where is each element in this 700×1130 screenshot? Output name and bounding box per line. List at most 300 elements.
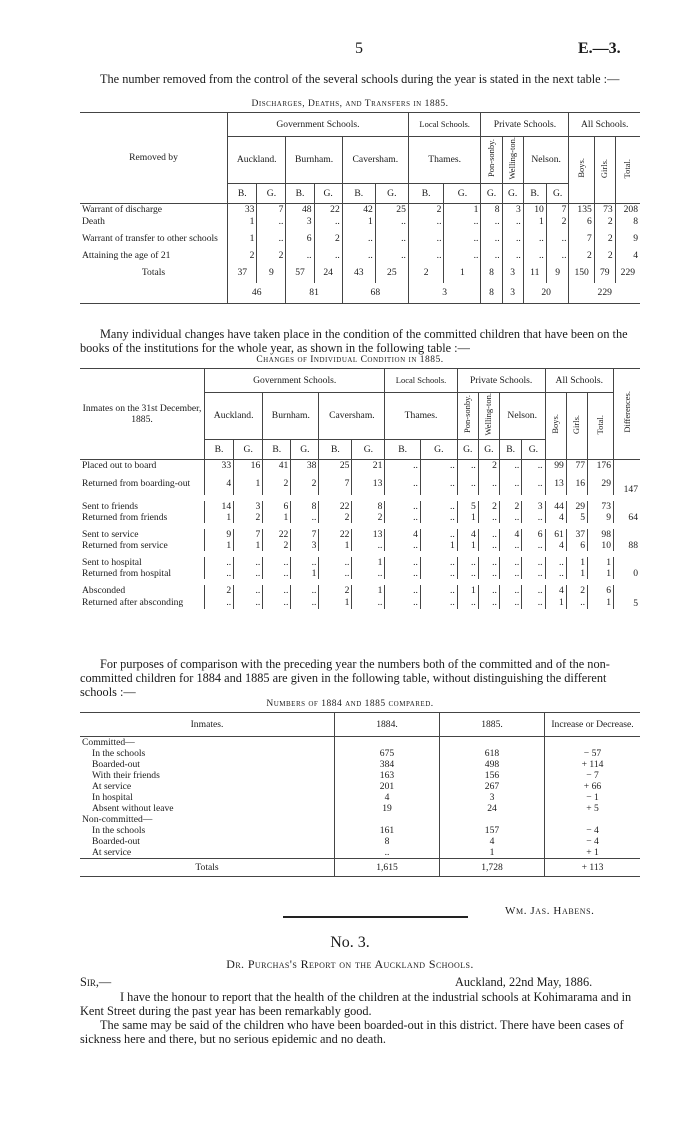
table1-head-boys: Boys. xyxy=(576,158,587,179)
table-cell: .. xyxy=(444,249,481,261)
table-cell: .. xyxy=(478,554,499,568)
value-1885 xyxy=(440,814,545,825)
table1-combined-auckland: 46 xyxy=(228,283,286,303)
table-cell: .. xyxy=(502,227,523,249)
row-label: Sent to friends xyxy=(80,498,205,512)
table-cell: 6 xyxy=(569,215,594,227)
table-row xyxy=(80,748,640,759)
table3-totals-1884: 1,615 xyxy=(335,859,440,877)
table-cell: .. xyxy=(420,526,457,540)
table1-group-all: All Schools. xyxy=(569,113,640,137)
table-cell: 6 xyxy=(566,540,587,554)
table1-total-cell: 3 xyxy=(502,261,523,283)
row-label: Attaining the age of 21 xyxy=(80,249,228,261)
table1-sub: B. xyxy=(523,183,546,203)
table1-sub: B. xyxy=(408,183,444,203)
table1-sub: G. xyxy=(375,183,408,203)
table-cell: .. xyxy=(385,540,421,554)
table2-sub: G. xyxy=(352,439,385,459)
table1-total-cell: 8 xyxy=(481,261,502,283)
value-change: − 57 xyxy=(583,748,602,759)
table-cell: .. xyxy=(205,596,234,609)
table-cell: 61 xyxy=(545,526,566,540)
table2-sub: B. xyxy=(263,439,291,459)
table2-school-wellington: Welling-ton. xyxy=(483,393,494,436)
value-1884: 19 xyxy=(335,803,440,814)
table-row xyxy=(80,512,640,526)
table-cell: .. xyxy=(257,215,286,227)
table-cell: .. xyxy=(352,540,385,554)
table1-school-burnham: Burnham. xyxy=(286,137,342,184)
table-cell: 22 xyxy=(314,203,342,215)
value-1884 xyxy=(335,737,440,749)
table3-head-1884: 1884. xyxy=(335,713,440,737)
table-cell: .. xyxy=(523,249,546,261)
row-label: Warrant of discharge xyxy=(80,203,228,215)
table-cell: 42 xyxy=(342,203,375,215)
table-cell: .. xyxy=(481,227,502,249)
row-label: Absconded xyxy=(80,582,205,596)
table-cell: 1 xyxy=(523,215,546,227)
table-cell: 2 xyxy=(314,227,342,249)
table-cell: 4 xyxy=(205,472,234,498)
table-cell: 3 xyxy=(286,215,314,227)
table-cell: .. xyxy=(522,568,545,582)
table-cell: 1 xyxy=(444,203,481,215)
table-cell: .. xyxy=(420,512,457,526)
table-cell: .. xyxy=(481,249,502,261)
value-change: + 1 xyxy=(586,847,599,858)
table-cell: .. xyxy=(522,512,545,526)
table2-school-thames: Thames. xyxy=(385,393,457,440)
table1-total-cell: 11 xyxy=(523,261,546,283)
table-cell: .. xyxy=(385,498,421,512)
table-cell: .. xyxy=(342,227,375,249)
table-cell: 8 xyxy=(633,215,638,227)
table1-school-thames: Thames. xyxy=(408,137,481,184)
table-cell: .. xyxy=(408,215,444,227)
table-cell: 25 xyxy=(319,459,352,472)
table-cell: 1 xyxy=(319,596,352,609)
table-cell: 3 xyxy=(522,498,545,512)
table2-head-differences: Differences. xyxy=(621,391,632,434)
row-label: Placed out to board xyxy=(80,459,205,472)
table-cell: .. xyxy=(457,596,478,609)
table1-combined-wellington: 3 xyxy=(502,283,523,303)
table2-sub: G. xyxy=(420,439,457,459)
comparison-table xyxy=(80,712,640,877)
table-cell: 1 xyxy=(205,540,234,554)
table-cell: 2 xyxy=(408,203,444,215)
row-label: In the schools xyxy=(80,825,335,836)
table1-school-auckland: Auckland. xyxy=(228,137,286,184)
table-cell: .. xyxy=(385,459,421,472)
value-change xyxy=(545,814,641,825)
section-divider xyxy=(283,916,468,918)
table-cell: 29 xyxy=(588,472,614,498)
difference-spacer xyxy=(614,554,641,568)
table2-school-caversham: Caversham. xyxy=(319,393,385,440)
table-cell: 73 xyxy=(594,203,615,215)
table2-sub: B. xyxy=(385,439,421,459)
table1-total-cell: 1 xyxy=(444,261,481,283)
table-cell: .. xyxy=(205,568,234,582)
table2-row-header: Inmates on the 31st December, 1885. xyxy=(80,369,205,460)
value-1884: 384 xyxy=(335,759,440,770)
table-cell: .. xyxy=(499,512,521,526)
table-cell: .. xyxy=(499,582,521,596)
table-cell: .. xyxy=(342,249,375,261)
value-1884: 201 xyxy=(335,781,440,792)
table-row xyxy=(80,540,640,554)
table2-group-government: Government Schools. xyxy=(205,369,385,393)
table1-sub: B. xyxy=(286,183,314,203)
intro-paragraph-2: Many individual changes have taken place in the condition of the committed children that have been on the books of the institutions for the whole year, as shown in the following table :— xyxy=(80,327,628,355)
table1-group-local: Local Schools. xyxy=(408,113,481,137)
table-cell: 25 xyxy=(375,203,408,215)
table-cell: .. xyxy=(522,540,545,554)
table-cell: 77 xyxy=(566,459,587,472)
table-row xyxy=(80,792,640,803)
table-cell: 99 xyxy=(545,459,566,472)
place-date: Auckland, 22nd May, 1886. xyxy=(455,975,593,989)
table-cell: 1 xyxy=(588,596,614,609)
table3-totals-label: Totals xyxy=(80,859,335,877)
table-cell: .. xyxy=(352,568,385,582)
table-cell: 14 xyxy=(205,498,234,512)
table-cell: 10 xyxy=(523,203,546,215)
table-cell: 37 xyxy=(566,526,587,540)
table-cell: 4 xyxy=(545,582,566,596)
table1-sub: B. xyxy=(228,183,257,203)
table-cell: 29 xyxy=(566,498,587,512)
table-cell: .. xyxy=(263,568,291,582)
table-cell: .. xyxy=(499,596,521,609)
table1-total-cell: 43 xyxy=(342,261,375,283)
table2-sub: G. xyxy=(522,439,545,459)
table-row xyxy=(80,836,640,847)
table-cell: .. xyxy=(314,249,342,261)
table-cell: 1 xyxy=(352,554,385,568)
table-cell: .. xyxy=(234,596,263,609)
intro-paragraph-3: For purposes of comparison with the preceding year the numbers both of the committed and of the non-committed children for 1884 and 1885 are given in the following table, without distinguishing the different schools :— xyxy=(80,657,610,699)
row-label: Sent to hospital xyxy=(80,554,205,568)
table1-group-government: Government Schools. xyxy=(228,113,409,137)
table-cell: .. xyxy=(457,568,478,582)
table-row xyxy=(80,759,640,770)
table-cell: 7 xyxy=(257,203,286,215)
value-1884: 675 xyxy=(335,748,440,759)
table-cell: .. xyxy=(257,227,286,249)
table-cell: .. xyxy=(234,568,263,582)
table-cell: .. xyxy=(420,596,457,609)
row-label: Absent without leave xyxy=(80,803,335,814)
row-label: Returned from service xyxy=(80,540,205,554)
table-cell: .. xyxy=(545,554,566,568)
row-label: In hospital xyxy=(80,792,335,803)
table-cell: 13 xyxy=(545,472,566,498)
table-cell: 208 xyxy=(623,203,638,215)
table-cell: 13 xyxy=(352,526,385,540)
table2-sub: B. xyxy=(319,439,352,459)
row-label: Returned from boarding-out xyxy=(80,472,205,498)
table-cell: 2 xyxy=(263,540,291,554)
table-cell: 2 xyxy=(566,582,587,596)
table1-total-cell: 25 xyxy=(375,261,408,283)
table-cell: 2 xyxy=(594,215,615,227)
row-label: Returned from hospital xyxy=(80,568,205,582)
table-cell: 2 xyxy=(205,582,234,596)
value-1885: 267 xyxy=(440,781,545,792)
table-cell: .. xyxy=(385,512,421,526)
table-row xyxy=(80,249,640,261)
table2-school-ponsonby: Pon-sonby. xyxy=(462,395,473,434)
table-cell: .. xyxy=(263,554,291,568)
table-row xyxy=(80,781,640,792)
table-cell: 2 xyxy=(291,472,319,498)
table1-sub: G. xyxy=(257,183,286,203)
table-cell: .. xyxy=(291,582,319,596)
table-cell: 4 xyxy=(499,526,521,540)
table-cell: 9 xyxy=(633,232,638,244)
table-row xyxy=(80,203,640,215)
table-cell: 1 xyxy=(566,554,587,568)
table-row xyxy=(80,770,640,781)
value-1885: 4 xyxy=(440,836,545,847)
row-label: In the schools xyxy=(80,748,335,759)
discharges-table xyxy=(80,112,640,304)
table-cell: 13 xyxy=(352,472,385,498)
table-cell: 1 xyxy=(566,568,587,582)
table-cell: 2 xyxy=(499,498,521,512)
table-row xyxy=(80,737,640,749)
table-cell: 1 xyxy=(263,512,291,526)
table1-combined-thames: 3 xyxy=(408,283,481,303)
table-cell: .. xyxy=(234,582,263,596)
table-cell: .. xyxy=(291,512,319,526)
report-paragraph-2: The same may be said of the children who have been boarded-out in this district. There have been cases of sickness here and there, but no serious epidemic and no death. xyxy=(80,1018,624,1046)
table2-sub: B. xyxy=(205,439,234,459)
salutation: Sir,— xyxy=(80,975,112,989)
row-label: At service xyxy=(80,781,335,792)
table-cell: 7 xyxy=(291,526,319,540)
table-cell: 98 xyxy=(588,526,614,540)
table-cell: 2 xyxy=(594,249,615,261)
table-cell: .. xyxy=(499,472,521,498)
table-cell: 7 xyxy=(569,227,594,249)
value-1885: 3 xyxy=(440,792,545,803)
table-cell: .. xyxy=(375,227,408,249)
value-change: + 114 xyxy=(581,759,604,770)
table-cell: .. xyxy=(205,554,234,568)
table-cell: .. xyxy=(234,554,263,568)
table-cell: .. xyxy=(420,568,457,582)
value-change: − 4 xyxy=(586,825,599,836)
value-change: − 1 xyxy=(586,792,599,803)
table-row xyxy=(80,498,640,512)
difference-value: 0 xyxy=(633,568,638,580)
table-cell: .. xyxy=(502,249,523,261)
table-cell: .. xyxy=(457,459,478,472)
table-cell: 1 xyxy=(228,215,257,227)
table-cell: 22 xyxy=(319,498,352,512)
difference-value: 88 xyxy=(628,540,638,552)
value-1885: 498 xyxy=(440,759,545,770)
table1-sub: G. xyxy=(546,183,569,203)
value-1884: 161 xyxy=(335,825,440,836)
table-cell: .. xyxy=(385,596,421,609)
table-cell: 16 xyxy=(234,459,263,472)
table-cell: .. xyxy=(522,472,545,498)
table1-combined-nelson: 20 xyxy=(523,283,569,303)
value-change xyxy=(545,737,641,749)
table2-group-all: All Schools. xyxy=(545,369,613,393)
difference-value: 5 xyxy=(633,598,638,610)
table3-head-change: Increase or Decrease. xyxy=(545,713,641,737)
table-cell: .. xyxy=(408,249,444,261)
table1-sub: G. xyxy=(314,183,342,203)
signature: Wm. Jas. Habens. xyxy=(505,905,595,917)
table3-head-1885: 1885. xyxy=(440,713,545,737)
table-cell: 2 xyxy=(257,249,286,261)
difference-spacer xyxy=(614,526,641,540)
table-cell: .. xyxy=(499,554,521,568)
report-paragraph-1: I have the honour to report that the health of the children at the industrial schools at Kohimarama and in Kent Street during the past year has been remarkably good. xyxy=(80,990,632,1018)
table-cell: .. xyxy=(319,554,352,568)
table-cell: .. xyxy=(502,215,523,227)
value-1884: .. xyxy=(335,847,440,859)
table-cell: .. xyxy=(545,568,566,582)
document-code: E.—3. xyxy=(578,40,621,57)
table1-group-private: Private Schools. xyxy=(481,113,569,137)
table-cell: .. xyxy=(291,554,319,568)
table-row xyxy=(80,825,640,836)
table2-sub: G. xyxy=(234,439,263,459)
table1-total-cell: 79 xyxy=(594,261,615,283)
table2-school-auckland: Auckland. xyxy=(205,393,263,440)
table1-school-wellington: Welling-ton. xyxy=(507,137,518,180)
table-cell: .. xyxy=(385,582,421,596)
table1-sub: G. xyxy=(481,183,502,203)
table-cell: 3 xyxy=(291,540,319,554)
table-cell: 1 xyxy=(420,540,457,554)
table-cell: 1 xyxy=(342,215,375,227)
table1-sub: G. xyxy=(502,183,523,203)
value-1885: 24 xyxy=(440,803,545,814)
table-cell: 2 xyxy=(352,512,385,526)
table-row xyxy=(80,814,640,825)
table-cell: .. xyxy=(478,596,499,609)
table-cell: .. xyxy=(478,472,499,498)
table-cell: 16 xyxy=(566,472,587,498)
table-cell: .. xyxy=(522,554,545,568)
table-cell: .. xyxy=(408,227,444,249)
difference-value: 64 xyxy=(628,512,638,524)
table-cell: .. xyxy=(444,227,481,249)
table-cell: .. xyxy=(546,249,569,261)
table3-head-inmates: Inmates. xyxy=(80,713,335,737)
table1-head-total: Total. xyxy=(622,158,633,178)
table1-row-header: Removed by xyxy=(80,113,228,204)
table1-combined-all: 229 xyxy=(569,283,640,303)
table-cell: 22 xyxy=(319,526,352,540)
table-cell: .. xyxy=(385,472,421,498)
table-cell: 2 xyxy=(319,512,352,526)
table-cell: .. xyxy=(478,540,499,554)
table-cell: 1 xyxy=(234,540,263,554)
table-cell: 2 xyxy=(263,472,291,498)
table2-school-nelson: Nelson. xyxy=(499,393,545,440)
page-number: 5 xyxy=(355,40,363,57)
table-cell: 1 xyxy=(545,596,566,609)
table1-school-nelson: Nelson. xyxy=(523,137,569,184)
table-cell: .. xyxy=(478,582,499,596)
table1-total-cell: 37 xyxy=(228,261,257,283)
intro-paragraph-1: The number removed from the control of the several schools during the year is stated in the next table :— xyxy=(100,72,620,86)
table-cell: .. xyxy=(420,554,457,568)
table-row xyxy=(80,227,640,249)
table-cell: 2 xyxy=(228,249,257,261)
value-change: + 66 xyxy=(583,781,602,792)
table1-sub: G. xyxy=(444,183,481,203)
table-cell: .. xyxy=(319,568,352,582)
value-1884: 8 xyxy=(335,836,440,847)
table-cell: 2 xyxy=(478,498,499,512)
table-cell: .. xyxy=(499,459,521,472)
table-cell: .. xyxy=(499,540,521,554)
row-label: Returned after absconding xyxy=(80,596,205,609)
report-title: Dr. Purchas's Report on the Auckland Schools. xyxy=(226,957,474,971)
table-cell: 48 xyxy=(286,203,314,215)
table-cell: 7 xyxy=(319,472,352,498)
table-cell: 1 xyxy=(588,554,614,568)
table-cell: 5 xyxy=(457,498,478,512)
table-cell: .. xyxy=(457,472,478,498)
table1-totals-label: Totals xyxy=(80,261,228,283)
table-cell: .. xyxy=(420,498,457,512)
table1-school-caversham: Caversham. xyxy=(342,137,408,184)
table-cell: .. xyxy=(375,215,408,227)
table2-head-total: Total. xyxy=(595,414,606,434)
value-change: − 4 xyxy=(586,836,599,847)
value-1885: 157 xyxy=(440,825,545,836)
table-cell: 6 xyxy=(522,526,545,540)
changes-table xyxy=(80,368,640,609)
table-cell: 2 xyxy=(546,215,569,227)
row-label: Boarded-out xyxy=(80,836,335,847)
table-cell: 6 xyxy=(286,227,314,249)
table-cell: .. xyxy=(546,227,569,249)
table-cell: 4 xyxy=(385,526,421,540)
table1-total-cell: 24 xyxy=(314,261,342,283)
table-cell: .. xyxy=(420,472,457,498)
table-cell: .. xyxy=(385,568,421,582)
table-cell: 73 xyxy=(588,498,614,512)
table-cell: 22 xyxy=(263,526,291,540)
table-cell: 1 xyxy=(205,512,234,526)
table-cell: 1 xyxy=(588,568,614,582)
table-cell: .. xyxy=(522,582,545,596)
table-row xyxy=(80,568,640,582)
table-cell: 7 xyxy=(546,203,569,215)
table-cell: 2 xyxy=(569,249,594,261)
table3-caption: Numbers of 1884 and 1885 compared. xyxy=(266,699,434,709)
table-cell: .. xyxy=(263,582,291,596)
difference-spacer xyxy=(614,459,641,472)
row-label: Death xyxy=(80,215,228,227)
table-cell: 5 xyxy=(566,512,587,526)
table2-head-girls: Girls. xyxy=(571,414,582,434)
